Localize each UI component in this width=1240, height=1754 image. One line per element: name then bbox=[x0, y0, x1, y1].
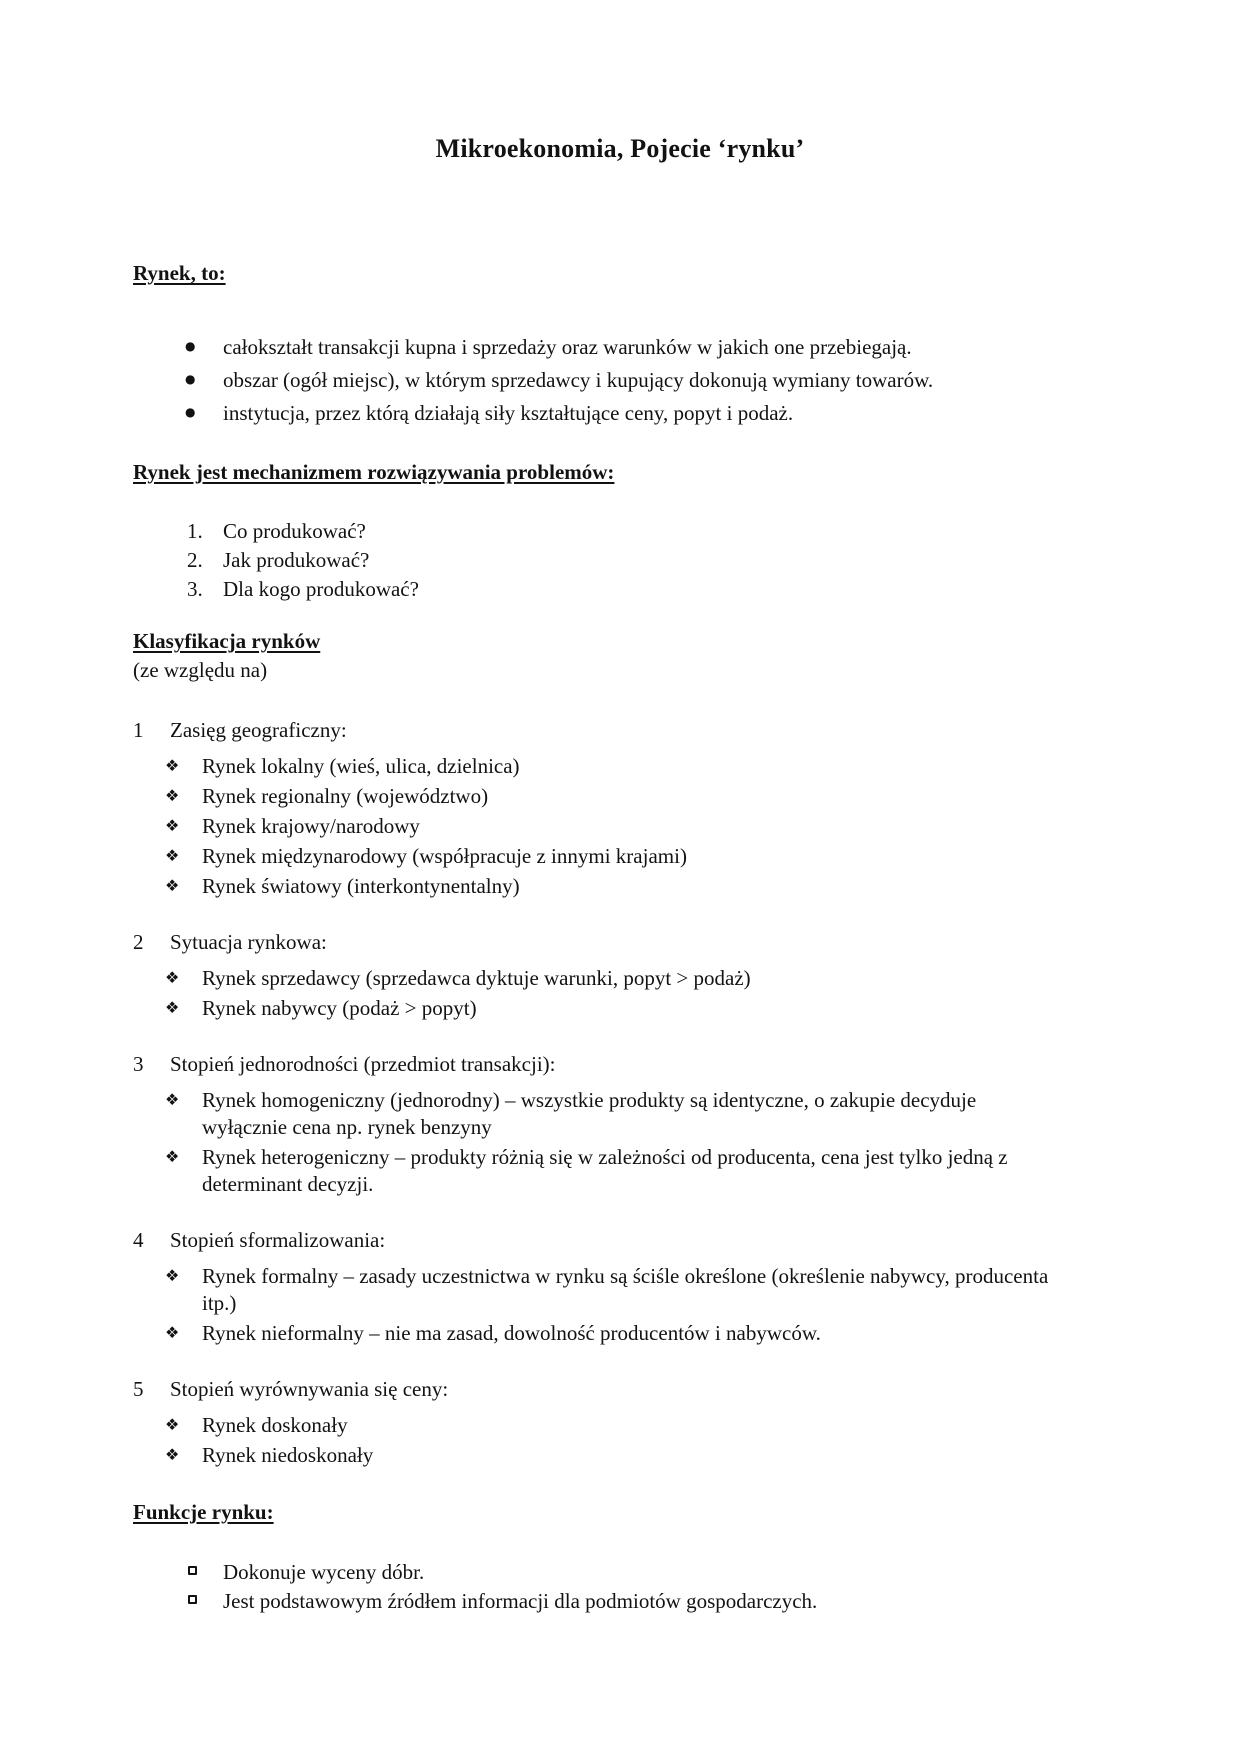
diamond-bullet-icon: ❖ bbox=[165, 1415, 180, 1434]
mechanism-list bbox=[133, 518, 1050, 603]
numbered-list-item bbox=[133, 547, 1050, 574]
list-item-text: Rynek doskonały bbox=[202, 1413, 348, 1437]
list-item-text: Jak produkować? bbox=[223, 548, 370, 572]
group-title bbox=[133, 1227, 1050, 1254]
group-title-text: Stopień sformalizowania: bbox=[170, 1228, 386, 1252]
list-item bbox=[133, 1087, 1050, 1141]
diamond-bullet-icon: ❖ bbox=[165, 846, 180, 865]
diamond-bullet-icon: ❖ bbox=[165, 1090, 180, 1109]
list-item bbox=[133, 367, 1050, 394]
numbered-list-item bbox=[133, 576, 1050, 603]
list-item-text: Rynek nabywcy (podaż > popyt) bbox=[202, 996, 477, 1020]
list-item-text: Rynek nieformalny – nie ma zasad, dowolność producentów i nabywców. bbox=[202, 1321, 821, 1345]
list-item bbox=[133, 1559, 1050, 1586]
numbered-list-item bbox=[133, 518, 1050, 545]
list-item bbox=[133, 753, 1050, 780]
list-item-text: obszar (ogół miejsc), w którym sprzedawcy i kupujący dokonują wymiany towarów. bbox=[223, 368, 934, 392]
group-title bbox=[133, 1376, 1050, 1403]
group-number: 5 bbox=[133, 1377, 144, 1401]
list-item bbox=[133, 965, 1050, 992]
group-item-list bbox=[133, 753, 1050, 900]
group-title-text: Sytuacja rynkowa: bbox=[170, 930, 327, 954]
diamond-bullet-icon: ❖ bbox=[165, 1266, 180, 1285]
group-title bbox=[133, 717, 1050, 744]
list-item-text: Rynek lokalny (wieś, ulica, dzielnica) bbox=[202, 754, 520, 778]
group-number: 1 bbox=[133, 718, 144, 742]
group-number: 3 bbox=[133, 1052, 144, 1076]
dot-bullet-icon: ● bbox=[185, 339, 196, 353]
list-item bbox=[133, 843, 1050, 870]
item-number: 2. bbox=[187, 548, 203, 572]
dot-bullet-icon: ● bbox=[185, 372, 196, 386]
diamond-bullet-icon: ❖ bbox=[165, 876, 180, 895]
list-item bbox=[133, 1263, 1050, 1317]
classification-group bbox=[133, 717, 1050, 900]
list-item-text: Dokonuje wyceny dóbr. bbox=[223, 1560, 425, 1584]
dot-bullet-icon: ● bbox=[185, 405, 196, 419]
list-item bbox=[133, 995, 1050, 1022]
classification-group bbox=[133, 1376, 1050, 1469]
list-item-text: Rynek sprzedawcy (sprzedawca dyktuje warunki, popyt > podaż) bbox=[202, 966, 751, 990]
list-item-text: Rynek heterogeniczny – produkty różnią się w zależności od producenta, cena jest tylko jedną z determinant decyzji. bbox=[202, 1145, 1008, 1196]
list-item-text: Co produkować? bbox=[223, 519, 366, 543]
list-item bbox=[133, 334, 1050, 361]
section-heading-definition: Rynek, to: bbox=[133, 261, 226, 285]
diamond-bullet-icon: ❖ bbox=[165, 1147, 180, 1166]
square-bullet-icon bbox=[188, 1566, 197, 1575]
group-title-text: Stopień wyrównywania się ceny: bbox=[170, 1377, 449, 1401]
diamond-bullet-icon: ❖ bbox=[165, 786, 180, 805]
square-bullet-icon bbox=[188, 1595, 197, 1604]
list-item bbox=[133, 400, 1050, 427]
list-item bbox=[133, 1588, 1050, 1615]
group-number: 4 bbox=[133, 1228, 144, 1252]
classification-subheading: (ze względu na) bbox=[133, 658, 268, 682]
group-item-list bbox=[133, 1412, 1050, 1469]
list-item-text: całokształt transakcji kupna i sprzedaży oraz warunków w jakich one przebiegają. bbox=[223, 335, 912, 359]
group-item-list bbox=[133, 1087, 1050, 1198]
group-title bbox=[133, 1051, 1050, 1078]
list-item-text: Rynek krajowy/narodowy bbox=[202, 814, 420, 838]
list-item-text: Rynek niedoskonały bbox=[202, 1443, 374, 1467]
list-item bbox=[133, 1320, 1050, 1347]
section-heading-classification: Klasyfikacja rynków bbox=[133, 629, 321, 653]
group-title-text: Zasięg geograficzny: bbox=[170, 718, 347, 742]
list-item bbox=[133, 813, 1050, 840]
group-item-list bbox=[133, 965, 1050, 1022]
item-number: 3. bbox=[187, 577, 203, 601]
functions-list bbox=[133, 1559, 1050, 1615]
list-item-text: Rynek regionalny (województwo) bbox=[202, 784, 489, 808]
list-item-text: Jest podstawowym źródłem informacji dla podmiotów gospodarczych. bbox=[223, 1589, 818, 1613]
list-item bbox=[133, 1144, 1050, 1198]
page-title: Mikroekonomia, Pojecie ‘rynku’ bbox=[435, 134, 805, 163]
section-heading-mechanism: Rynek jest mechanizmem rozwiązywania problemów: bbox=[133, 460, 615, 484]
list-item-text: instytucja, przez którą działają siły kształtujące ceny, popyt i podaż. bbox=[223, 401, 794, 425]
diamond-bullet-icon: ❖ bbox=[165, 968, 180, 987]
document-body bbox=[133, 259, 1050, 1617]
classification-group bbox=[133, 1051, 1050, 1198]
diamond-bullet-icon: ❖ bbox=[165, 1323, 180, 1342]
diamond-bullet-icon: ❖ bbox=[165, 998, 180, 1017]
diamond-bullet-icon: ❖ bbox=[165, 816, 180, 835]
diamond-bullet-icon: ❖ bbox=[165, 1445, 180, 1464]
group-number: 2 bbox=[133, 930, 144, 954]
item-number: 1. bbox=[187, 519, 203, 543]
list-item bbox=[133, 783, 1050, 810]
diamond-bullet-icon: ❖ bbox=[165, 756, 180, 775]
group-item-list bbox=[133, 1263, 1050, 1347]
section-heading-functions: Funkcje rynku: bbox=[133, 1500, 274, 1524]
list-item-text: Rynek homogeniczny (jednorodny) – wszystkie produkty są identyczne, o zakupie decyduje wyłącznie cena np. rynek benzyny bbox=[202, 1088, 977, 1139]
list-item bbox=[133, 873, 1050, 900]
group-title bbox=[133, 929, 1050, 956]
list-item bbox=[133, 1412, 1050, 1439]
classification-group bbox=[133, 1227, 1050, 1347]
list-item bbox=[133, 1442, 1050, 1469]
list-item-text: Rynek formalny – zasady uczestnictwa w rynku są ściśle określone (określenie nabywcy, producenta itp.) bbox=[202, 1264, 1049, 1315]
classification-group bbox=[133, 929, 1050, 1022]
list-item-text: Rynek światowy (interkontynentalny) bbox=[202, 874, 520, 898]
definition-list bbox=[133, 334, 1050, 427]
group-title-text: Stopień jednorodności (przedmiot transakcji): bbox=[170, 1052, 556, 1076]
list-item-text: Rynek międzynarodowy (współpracuje z innymi krajami) bbox=[202, 844, 687, 868]
list-item-text: Dla kogo produkować? bbox=[223, 577, 419, 601]
